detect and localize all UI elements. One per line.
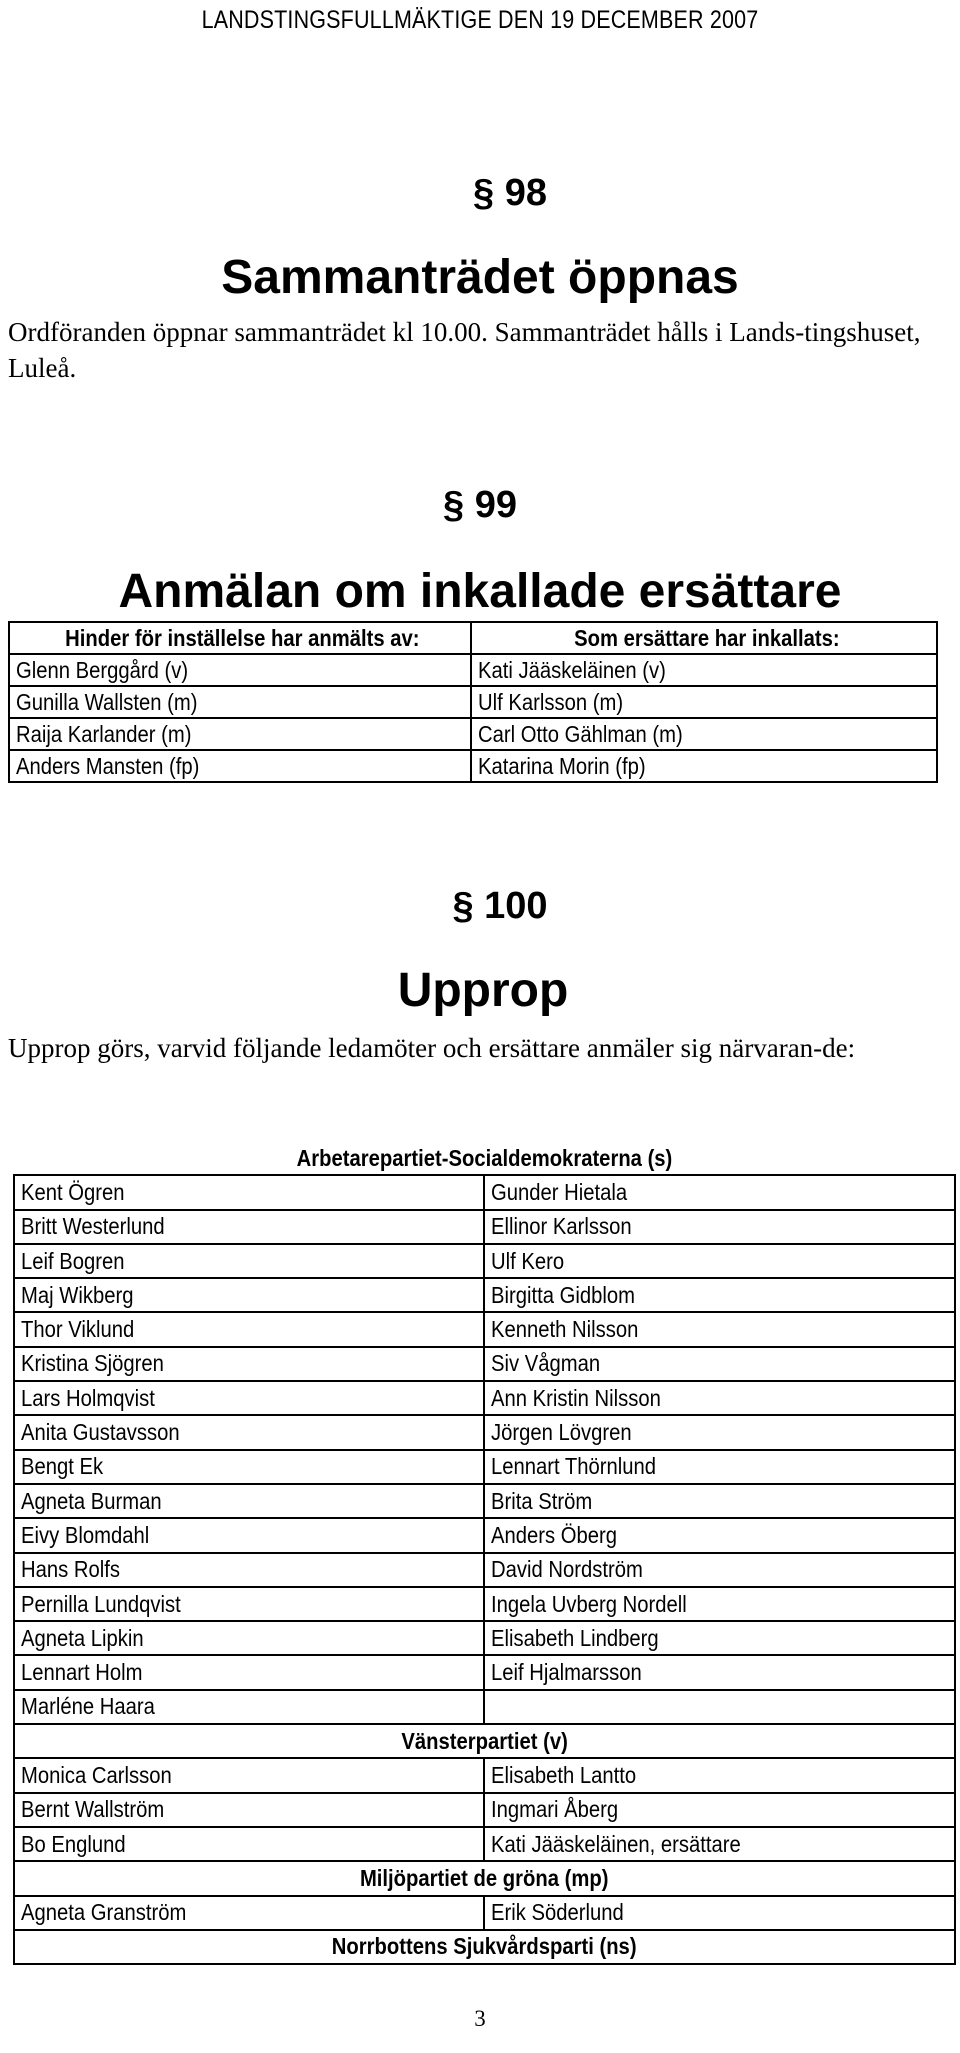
member-cell: Bo Englund [14, 1827, 484, 1861]
member-cell: Monica Carlsson [14, 1758, 484, 1792]
table-cell: Kati Jääskeläinen (v) [471, 654, 938, 686]
table-row [14, 1896, 955, 1930]
table-row [14, 1244, 955, 1278]
member-cell: Leif Bogren [14, 1244, 484, 1278]
table-row [14, 1312, 955, 1346]
member-cell: Bengt Ek [14, 1450, 484, 1484]
member-cell: Kristina Sjögren [14, 1347, 484, 1381]
substitute-cell [484, 1690, 955, 1724]
member-cell: Maj Wikberg [14, 1278, 484, 1312]
member-cell: Agneta Granström [14, 1896, 484, 1930]
section-98-text: Ordföranden öppnar sammanträdet kl 10.00. Sammanträdet hålls i Lands-tingshuset, Luleå. [8, 317, 921, 383]
table-header-cell: Som ersättare har inkallats: [471, 622, 938, 654]
table-row [9, 718, 937, 750]
member-cell: Marléne Haara [14, 1690, 484, 1724]
table-cell: Carl Otto Gählman (m) [471, 718, 938, 750]
table-cell: Gunilla Wallsten (m) [9, 686, 471, 718]
table-row [14, 1347, 955, 1381]
member-cell: Lars Holmqvist [14, 1381, 484, 1415]
party-heading-row [14, 1724, 955, 1758]
roll-call-table [13, 1142, 956, 1965]
substitute-cell: Ann Kristin Nilsson [484, 1381, 955, 1415]
substitute-cell: Gunder Hietala [484, 1175, 955, 1209]
table-row [14, 1690, 955, 1724]
member-cell: Agneta Lipkin [14, 1621, 484, 1655]
substitute-cell: Ulf Kero [484, 1244, 955, 1278]
page-header: LANDSTINGSFULLMÄKTIGE DEN 19 DECEMBER 2007 [201, 6, 759, 34]
table-cell: Glenn Berggård (v) [9, 654, 471, 686]
table-row [14, 1450, 955, 1484]
member-cell: Pernilla Lundqvist [14, 1587, 484, 1621]
table-row [14, 1655, 955, 1689]
table-cell: Ulf Karlsson (m) [471, 686, 938, 718]
section-98-number: § 98 [473, 172, 547, 214]
substitute-cell: David Nordström [484, 1553, 955, 1587]
party-heading: Miljöpartiet de gröna (mp) [14, 1861, 955, 1895]
member-cell: Britt Westerlund [14, 1210, 484, 1244]
substitute-cell: Kenneth Nilsson [484, 1312, 955, 1346]
table-row [14, 1210, 955, 1244]
table-row [9, 654, 937, 686]
table-row [14, 1278, 955, 1312]
table-cell: Katarina Morin (fp) [471, 750, 938, 782]
party-heading: Arbetarepartiet-Socialdemokraterna (s) [14, 1142, 955, 1175]
table-row [14, 1175, 955, 1209]
member-cell: Bernt Wallström [14, 1793, 484, 1827]
member-cell: Anita Gustavsson [14, 1415, 484, 1449]
member-cell: Thor Viklund [14, 1312, 484, 1346]
section-99-title: Anmälan om inkallade ersättare [118, 565, 842, 618]
table-cell: Anders Mansten (fp) [9, 750, 471, 782]
table-header-row [9, 622, 937, 654]
table-cell: Raija Karlander (m) [9, 718, 471, 750]
substitute-cell: Leif Hjalmarsson [484, 1655, 955, 1689]
table-row [14, 1553, 955, 1587]
table-row [14, 1827, 955, 1861]
table-row [14, 1587, 955, 1621]
table-row [9, 750, 937, 782]
table-row [14, 1381, 955, 1415]
section-98-title: Sammanträdet öppnas [221, 251, 739, 304]
table-row [9, 686, 937, 718]
substitute-cell: Elisabeth Lantto [484, 1758, 955, 1792]
substitute-cell: Jörgen Lövgren [484, 1415, 955, 1449]
table-row [14, 1621, 955, 1655]
section-100-title: Upprop [397, 964, 569, 1017]
substitute-cell: Birgitta Gidblom [484, 1278, 955, 1312]
member-cell: Agneta Burman [14, 1484, 484, 1518]
party-heading-row [14, 1861, 955, 1895]
party-heading-row [14, 1142, 955, 1175]
member-cell: Lennart Holm [14, 1655, 484, 1689]
party-heading: Norrbottens Sjukvårdsparti (ns) [14, 1930, 955, 1964]
table-row [14, 1758, 955, 1792]
substitute-cell: Ingmari Åberg [484, 1793, 955, 1827]
member-cell: Kent Ögren [14, 1175, 484, 1209]
substitute-cell: Kati Jääskeläinen, ersättare [484, 1827, 955, 1861]
substitute-cell: Siv Vågman [484, 1347, 955, 1381]
section-99-number: § 99 [443, 484, 517, 526]
table-header-cell: Hinder för inställelse har anmälts av: [9, 622, 471, 654]
section-100-number: § 100 [452, 885, 548, 927]
party-heading-row [14, 1930, 955, 1964]
substitute-cell: Erik Söderlund [484, 1896, 955, 1930]
substitute-cell: Anders Öberg [484, 1518, 955, 1552]
party-heading: Vänsterpartiet (v) [14, 1724, 955, 1758]
member-cell: Eivy Blomdahl [14, 1518, 484, 1552]
substitutes-table [8, 621, 938, 783]
page-number: 3 [474, 2006, 486, 2031]
table-row [14, 1518, 955, 1552]
substitute-cell: Ellinor Karlsson [484, 1210, 955, 1244]
section-100-text: Upprop görs, varvid följande ledamöter och ersättare anmäler sig närvaran-de: [8, 1033, 856, 1063]
table-row [14, 1484, 955, 1518]
substitute-cell: Brita Ström [484, 1484, 955, 1518]
table-row [14, 1415, 955, 1449]
substitute-cell: Lennart Thörnlund [484, 1450, 955, 1484]
table-row [14, 1793, 955, 1827]
substitute-cell: Elisabeth Lindberg [484, 1621, 955, 1655]
member-cell: Hans Rolfs [14, 1553, 484, 1587]
substitute-cell: Ingela Uvberg Nordell [484, 1587, 955, 1621]
